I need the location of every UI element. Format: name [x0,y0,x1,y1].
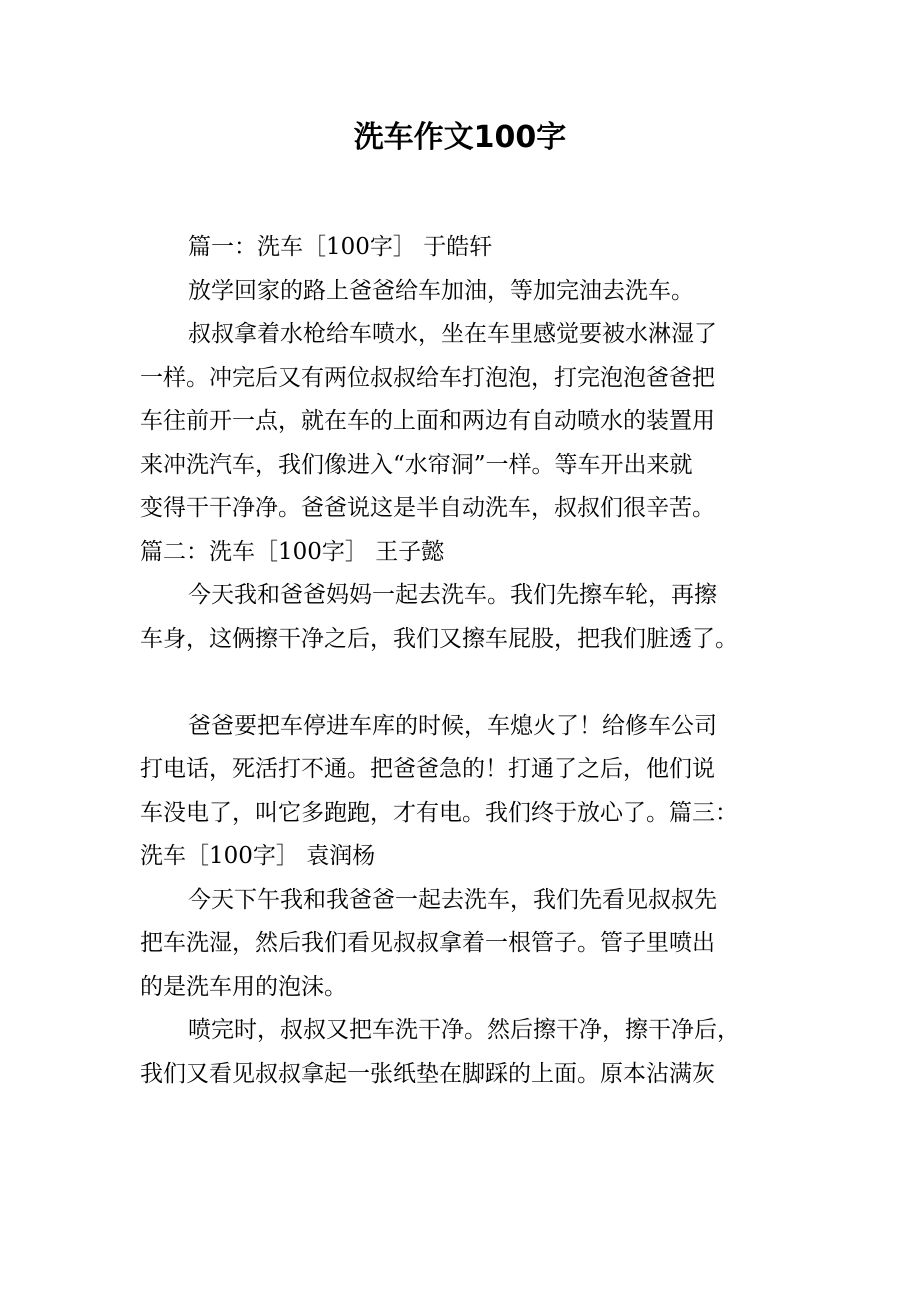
paragraph-line: 今天我和爸爸妈妈一起去洗车。我们先擦车轮，再擦 [188,582,717,608]
paragraph-line: 把车洗湿，然后我们看见叔叔拿着一根管子。管子里喷出 [140,930,715,956]
paragraph-line: 今天下午我和我爸爸一起去洗车，我们先看见叔叔先 [188,886,717,913]
paragraph-line: 来冲洗汽车，我们像进入“水帘洞”一样。等车开出来就 [140,451,693,478]
document-title: 洗车作文100字 [353,120,567,155]
paragraph-line: 喷完时，叔叔又把车洗干净。然后擦干净，擦干净后， [188,1017,740,1043]
paragraph-line: 叔叔拿着水枪给车喷水，坐在车里感觉要被水淋湿了 [188,321,717,347]
paragraph-line: 放学回家的路上爸爸给车加油，等加完油去洗车。 [188,277,694,304]
paragraph-line: 车往前开一点，就在车的上面和两边有自动喷水的装置用 [140,408,715,434]
paragraph-line: 的是洗车用的泡沫。 [140,973,347,1000]
paragraph-line: 车没电了，叫它多跑跑，才有电。我们终于放心了。篇三： [140,799,738,826]
paragraph-line: 一样。冲完后又有两位叔叔给车打泡泡，打完泡泡爸爸把 [140,364,715,391]
paragraph-line: 打电话，死活打不通。把爸爸急的！打通了之后，他们说 [140,756,715,782]
paragraph-line: 车身，这俩擦干净之后，我们又擦车屁股，把我们脏透了。 [140,625,738,652]
paragraph-line: 爸爸要把车停进车库的时候，车熄火了！给修车公司 [188,712,717,739]
section-heading-1: 篇一：洗车［100字］ 于皓轩 [188,234,493,260]
paragraph-line: 我们又看见叔叔拿起一张纸垫在脚踩的上面。原本沾满灰 [140,1060,715,1087]
section-heading-3: 洗车［100字］ 袁润杨 [140,843,376,869]
document-body [140,226,780,1096]
blank-line [140,661,780,705]
section-heading-2: 篇二：洗车［100字］ 王子懿 [140,538,445,565]
paragraph-line: 变得干干净净。爸爸说这是半自动洗车，叔叔们很辛苦。 [140,495,715,521]
